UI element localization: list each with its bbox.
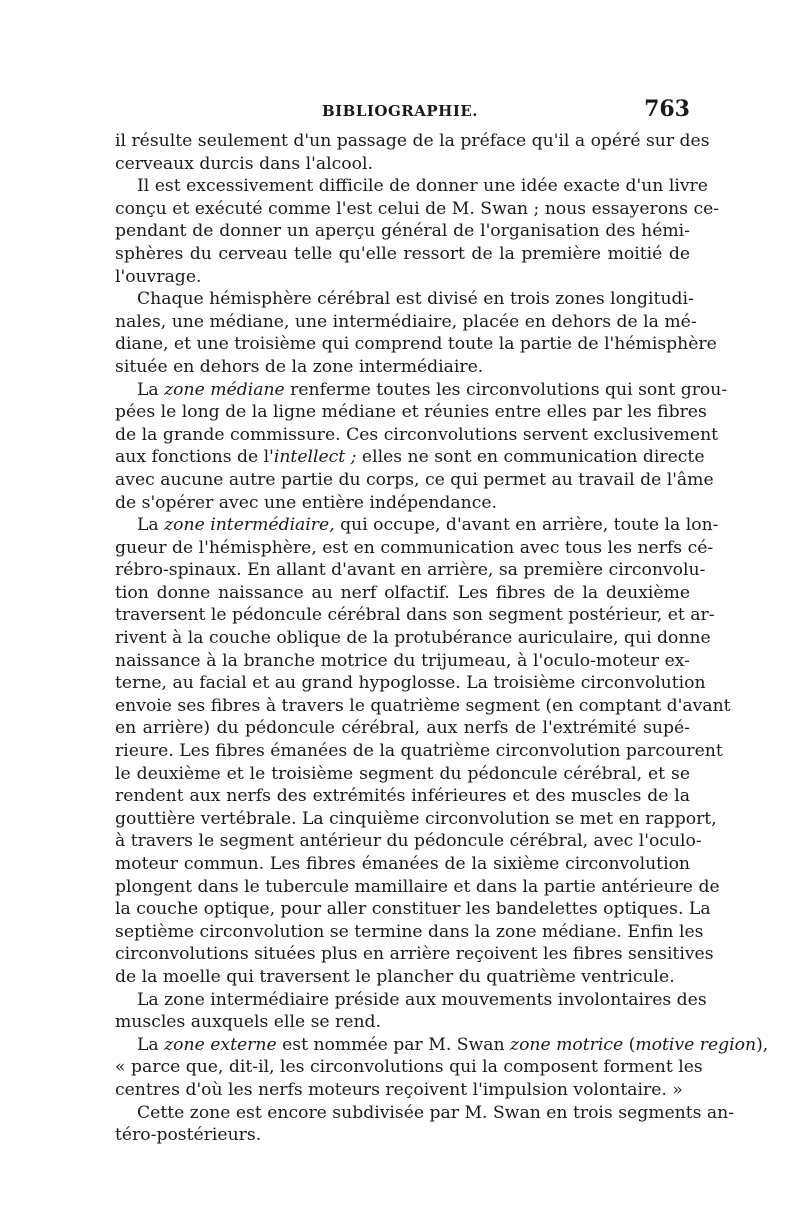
text-line bbox=[115, 130, 710, 153]
text-line bbox=[115, 1034, 769, 1057]
text-run: tion donne naissance au nerf olfactif. Les fibres de la deuxième bbox=[115, 582, 690, 603]
text-run: nales, une médiane, une intermédiaire, placée en dehors de la mé- bbox=[115, 311, 697, 332]
running-title: BIBLIOGRAPHIE. bbox=[321, 102, 479, 120]
text-line bbox=[115, 266, 690, 289]
text-run: naissance à la branche motrice du trijumeau, à l'oculo-moteur ex- bbox=[115, 650, 690, 671]
paragraph bbox=[115, 379, 728, 515]
text-run: aux fonctions de l' bbox=[115, 447, 274, 468]
italic-run: zone intermédiaire, bbox=[164, 515, 335, 536]
text-line bbox=[115, 333, 717, 356]
text-run: rieure. Les fibres émanées de la quatrième circonvolution parcourent bbox=[115, 741, 723, 762]
text-line bbox=[115, 672, 706, 695]
text-run: Cette zone est encore subdivisée par M. Swan en trois segments an- bbox=[137, 1102, 735, 1123]
text-run: en arrière) du pédoncule cérébral, aux nerfs de l'extrémité supé- bbox=[115, 718, 690, 739]
text-run: ( bbox=[623, 1034, 636, 1055]
text-run: traversent le pédoncule cérébral dans son segment postérieur, et ar- bbox=[115, 605, 715, 626]
text-line bbox=[115, 1124, 690, 1147]
text-run: circonvolutions situées plus en arrière reçoivent les fibres sensitives bbox=[115, 944, 714, 965]
text-line bbox=[115, 627, 711, 650]
text-run: cerveaux durcis dans l'alcool. bbox=[115, 153, 373, 174]
italic-run: zone externe bbox=[164, 1034, 277, 1055]
text-line bbox=[115, 175, 708, 198]
text-line bbox=[115, 198, 720, 221]
text-run: terne, au facial et au grand hypoglosse. La troisième circonvolution bbox=[115, 673, 706, 694]
text-line bbox=[115, 898, 711, 921]
text-run: conçu et exécuté comme l'est celui de M. Swan ; nous essayerons ce- bbox=[115, 198, 720, 219]
text-run: gueur de l'hémisphère, est en communication avec tous les nerfs cé- bbox=[115, 537, 714, 558]
text-run: l'ouvrage. bbox=[115, 266, 202, 287]
text-run: la couche optique, pour aller constituer les bandelettes optiques. La bbox=[115, 899, 711, 920]
text-run: pendant de donner un aperçu général de l'organisation des hémi- bbox=[115, 221, 690, 242]
text-line bbox=[115, 153, 690, 176]
text-line bbox=[115, 943, 714, 966]
text-line bbox=[115, 604, 715, 627]
text-line bbox=[115, 559, 706, 582]
italic-run: zone motrice bbox=[510, 1034, 624, 1055]
text-run: rébro-spinaux. En allant d'avant en arrière, sa première circonvolu- bbox=[115, 560, 706, 581]
paragraph bbox=[115, 175, 720, 288]
text-run: La zone intermédiaire préside aux mouvements involontaires des bbox=[137, 989, 707, 1010]
text-run: « parce que, dit-il, les circonvolutions qui la composent forment les bbox=[115, 1057, 703, 1078]
text-line bbox=[115, 401, 707, 424]
text-line bbox=[115, 379, 728, 402]
text-line bbox=[115, 763, 690, 786]
text-line bbox=[115, 492, 690, 515]
text-line bbox=[115, 808, 717, 831]
text-run: Il est excessivement difficile de donner une idée exacte d'un livre bbox=[137, 176, 708, 197]
text-line bbox=[115, 220, 690, 243]
text-run: muscles auxquels elle se rend. bbox=[115, 1012, 381, 1033]
paragraph bbox=[115, 1034, 769, 1102]
text-line bbox=[115, 514, 719, 537]
text-run: de s'opérer avec une entière indépendance. bbox=[115, 492, 497, 513]
text-run: il résulte seulement d'un passage de la préface qu'il a opéré sur des bbox=[115, 131, 710, 151]
page-header bbox=[110, 96, 690, 126]
text-line bbox=[115, 446, 705, 469]
text-line bbox=[115, 989, 707, 1012]
text-line bbox=[115, 1079, 690, 1102]
text-run: téro-postérieurs. bbox=[115, 1125, 262, 1146]
text-run: sphères du cerveau telle qu'elle ressort de la première moitié de bbox=[115, 243, 690, 264]
paragraph bbox=[115, 514, 731, 988]
text-run: plongent dans le tubercule mamillaire et dans la partie antérieure de bbox=[115, 876, 720, 897]
text-line bbox=[115, 469, 714, 492]
text-line bbox=[115, 853, 690, 876]
text-line bbox=[115, 311, 697, 334]
text-line bbox=[115, 1011, 690, 1034]
text-run: de la moelle qui traversent le plancher du quatrième ventricule. bbox=[115, 966, 675, 987]
italic-run: motive region bbox=[635, 1034, 757, 1055]
italic-run: zone médiane bbox=[164, 379, 285, 400]
text-run: située en dehors de la zone intermédiaire. bbox=[115, 356, 484, 377]
text-run: rivent à la couche oblique de la protubérance auriculaire, qui donne bbox=[115, 628, 711, 649]
text-line bbox=[115, 1056, 703, 1079]
text-line bbox=[115, 717, 690, 740]
text-run: pées le long de la ligne médiane et réunies entre elles par les fibres bbox=[115, 402, 707, 423]
text-line bbox=[115, 356, 690, 379]
text-run: gouttière vertébrale. La cinquième circonvolution se met en rapport, bbox=[115, 808, 717, 829]
text-line bbox=[115, 424, 719, 447]
paragraph bbox=[115, 130, 710, 175]
text-line bbox=[115, 830, 702, 853]
text-line bbox=[115, 537, 714, 560]
text-run: le deuxième et le troisième segment du pédoncule cérébral, et se bbox=[115, 763, 690, 784]
text-line bbox=[115, 740, 723, 763]
text-run: La bbox=[137, 379, 165, 400]
text-line bbox=[115, 243, 690, 266]
text-line bbox=[115, 966, 690, 989]
paragraph bbox=[115, 1102, 735, 1147]
text-run: avec aucune autre partie du corps, ce qui permet au travail de l'âme bbox=[115, 469, 714, 490]
text-run: La bbox=[137, 515, 165, 536]
body-text bbox=[115, 130, 769, 1147]
text-run: elles ne sont en communication directe bbox=[356, 447, 705, 468]
text-run: à travers le segment antérieur du pédoncule cérébral, avec l'oculo- bbox=[115, 831, 702, 852]
text-line bbox=[115, 921, 704, 944]
text-run: renferme toutes les circonvolutions qui sont grou- bbox=[284, 379, 728, 400]
paragraph bbox=[115, 989, 707, 1034]
text-line bbox=[115, 785, 690, 808]
paragraph bbox=[115, 288, 717, 378]
text-run: moteur commun. Les fibres émanées de la sixième circonvolution bbox=[115, 854, 690, 874]
text-run: La bbox=[137, 1034, 165, 1055]
text-run: diane, et une troisième qui comprend toute la partie de l'hémisphère bbox=[115, 334, 717, 355]
text-line bbox=[115, 695, 731, 718]
text-run: septième circonvolution se termine dans la zone médiane. Enfin les bbox=[115, 921, 704, 942]
text-run: Chaque hémisphère cérébral est divisé en trois zones longitudi- bbox=[137, 289, 694, 310]
text-run: rendent aux nerfs des extrémités inférieures et des muscles de la bbox=[115, 786, 690, 807]
text-line bbox=[115, 1102, 735, 1125]
text-line bbox=[115, 582, 690, 605]
page-number: 763 bbox=[644, 96, 690, 122]
text-run: est nommée par M. Swan bbox=[276, 1034, 511, 1055]
text-run: de la grande commissure. Ces circonvolutions servent exclusivement bbox=[115, 424, 719, 445]
text-run: centres d'où les nerfs moteurs reçoivent l'impulsion volontaire. » bbox=[115, 1079, 683, 1100]
text-line bbox=[115, 876, 720, 899]
italic-run: intellect ; bbox=[273, 447, 357, 468]
text-line bbox=[115, 650, 690, 673]
text-run: envoie ses fibres à travers le quatrième segment (en comptant d'avant bbox=[115, 695, 731, 716]
text-run: ), bbox=[756, 1034, 769, 1055]
text-run: qui occupe, d'avant en arrière, toute la lon- bbox=[334, 515, 719, 536]
text-line bbox=[115, 288, 694, 311]
